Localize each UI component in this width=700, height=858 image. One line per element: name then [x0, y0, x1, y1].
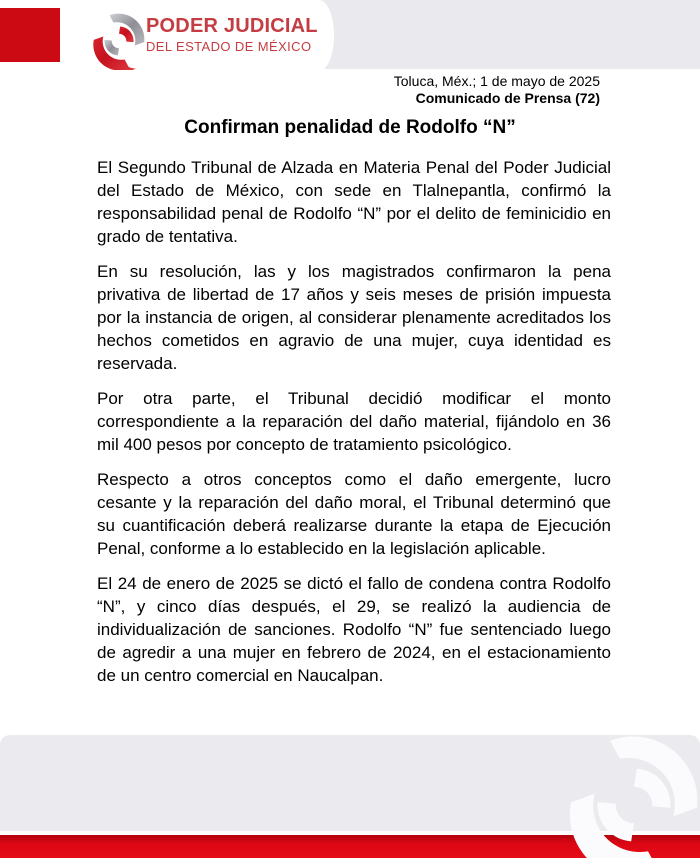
paragraph: Por otra parte, el Tribunal decidió modificar el monto correspondiente a la reparación del daño material, fijándolo en 36 mil 400 pesos por concepto de tratamiento psicológico. — [97, 389, 611, 454]
paragraph: El 24 de enero de 2025 se dictó el fallo de condena contra Rodolfo “N”, y cinco días después, el 29, se realizó la audiencia de individualización de sanciones. Rodolfo “N” fue sentenciado luego de agredir a una mujer en febrero de 2024, en el estacionamiento de un centro comercial en Naucalpan. — [97, 574, 611, 685]
pjem-swirl-watermark-icon — [564, 735, 700, 858]
paragraph: El Segundo Tribunal de Alzada en Materia Penal del Poder Judicial del Estado de México, con sede en Tlalnepantla, confirmó la responsabilidad penal de Rodolfo “N” por el delito de feminicidio en grado de tentativa. — [97, 158, 611, 246]
logo-wordmark — [146, 16, 318, 53]
dateline-text: Toluca, Méx.; 1 de mayo de 2025 — [393, 73, 600, 89]
pjem-swirl-icon — [91, 12, 147, 70]
paragraph: Respecto a otros conceptos como el daño emergente, lucro cesante y la reparación del daño moral, el Tribunal determinó que su cuantificación deberá realizarse durante la etapa de Ejecución Penal, conforme a lo establecido en la legislación aplicable. — [97, 470, 611, 558]
logo-title: PODER JUDICIAL — [146, 15, 318, 37]
paragraph: En su resolución, las y los magistrados confirmaron la pena privativa de libertad de 17 años y seis meses de prisión impuesta por la instancia de origen, al considerar plenamente acreditados los hechos cometidos en agravio de una mujer, cuya identidad es reservada. — [97, 262, 611, 373]
document-title: Confirman penalidad de Rodolfo “N” — [184, 117, 516, 138]
press-release-dateline — [0, 73, 600, 107]
bulletin-number: Comunicado de Prensa (72) — [415, 90, 600, 106]
logo-subtitle: DEL ESTADO DE MÉXICO — [146, 39, 312, 54]
red-accent-block — [0, 8, 60, 62]
document-body — [97, 156, 611, 699]
